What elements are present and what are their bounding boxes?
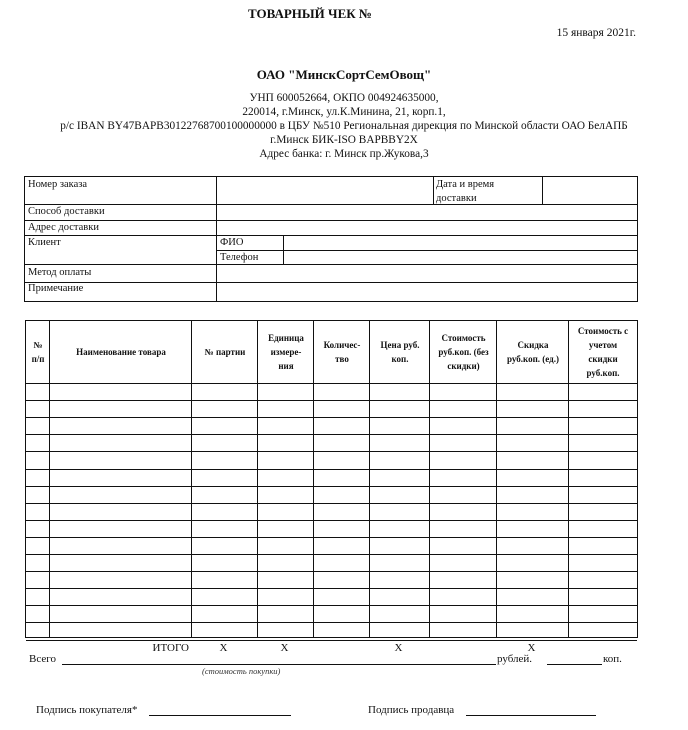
- note-field[interactable]: [220, 283, 635, 300]
- kopecks-line[interactable]: [547, 664, 602, 665]
- row-divider: [25, 264, 637, 265]
- payment-method-label: Метод оплаты: [28, 267, 92, 278]
- seller-signature-label: Подпись продавца: [368, 704, 455, 716]
- organization-name: ОАО "МинскСортСемОвощ": [256, 67, 432, 82]
- column-header-line: руб.коп.: [586, 368, 620, 378]
- client-phone-field[interactable]: [287, 251, 635, 264]
- total-discount: X: [527, 641, 536, 654]
- column-header-line: Наименование товара: [76, 347, 166, 357]
- table-row[interactable]: [26, 572, 637, 588]
- table-row[interactable]: [26, 521, 637, 537]
- column-header-line: Стоимость: [441, 333, 486, 343]
- column-header-line: тво: [335, 354, 349, 364]
- delivery-datetime-label: [436, 178, 494, 206]
- client-name-label: ФИО: [220, 237, 244, 248]
- delivery-address-field[interactable]: [220, 221, 635, 235]
- receipt-date: 15 января 2021г.: [556, 27, 636, 39]
- client-phone-label: Телефон: [220, 252, 259, 263]
- table-row[interactable]: [26, 606, 637, 622]
- col-divider: [542, 177, 543, 204]
- total-unit: X: [280, 641, 289, 654]
- total-amount-line[interactable]: [62, 664, 496, 665]
- delivery-datetime-field[interactable]: [545, 178, 635, 203]
- delivery-method-label: Способ доставки: [28, 206, 105, 217]
- column-header-cost-disc: [569, 321, 637, 383]
- table-row[interactable]: [26, 589, 637, 605]
- delivery-address-label: Адрес доставки: [28, 222, 99, 233]
- detail-line: Адрес банка: г. Минск пр.Жукова,3: [259, 148, 429, 160]
- order-number-field[interactable]: [220, 178, 430, 203]
- organization-details: [0, 91, 688, 161]
- column-header-line: ния: [278, 361, 294, 371]
- total-label: ИТОГО: [152, 641, 189, 654]
- detail-line: г.Минск БИК-ISO BAPBBY2X: [270, 134, 418, 146]
- column-header-line: скидки): [447, 361, 480, 371]
- items-table: [25, 320, 638, 654]
- column-header-line: Скидка: [517, 340, 549, 350]
- table-row[interactable]: [26, 504, 637, 520]
- column-header-name: [50, 321, 192, 383]
- column-header-line: коп.: [391, 354, 409, 364]
- table-row[interactable]: [26, 435, 637, 451]
- column-header-line: Стоимость с: [577, 326, 629, 336]
- table-row[interactable]: [26, 623, 637, 639]
- table-row[interactable]: [26, 452, 637, 468]
- col-divider: [283, 235, 284, 264]
- table-row[interactable]: [26, 384, 637, 400]
- column-header-line: №: [33, 340, 43, 350]
- row-divider: [26, 640, 637, 641]
- column-header-line: руб.коп. (без: [438, 347, 489, 357]
- column-header-line: скидки: [588, 354, 618, 364]
- table-row[interactable]: [26, 555, 637, 571]
- table-row[interactable]: [26, 538, 637, 554]
- column-header-qty: [314, 321, 370, 383]
- buyer-signature-label: Подпись покупателя*: [36, 704, 138, 716]
- buyer-signature-line[interactable]: [149, 715, 291, 716]
- column-header-batch: [192, 321, 258, 383]
- receipt-title: ТОВАРНЫЙ ЧЕК №: [248, 6, 372, 21]
- column-header-line: Единица: [268, 333, 304, 343]
- payment-method-field[interactable]: [220, 266, 635, 281]
- table-row[interactable]: [26, 418, 637, 434]
- detail-line: УНП 600052664, ОКПО 004924635000,: [249, 92, 439, 104]
- total-hint: (стоимость покупки): [202, 666, 281, 676]
- rubles-label: рублей.: [497, 653, 533, 665]
- delivery-method-field[interactable]: [220, 205, 635, 219]
- table-row[interactable]: [26, 470, 637, 486]
- column-header-line: Количес-: [323, 340, 361, 350]
- column-header-line: Цена руб.: [380, 340, 420, 350]
- column-header-discount: [497, 321, 569, 383]
- total-price: X: [394, 641, 403, 654]
- table-row[interactable]: [26, 487, 637, 503]
- total-batch: X: [219, 641, 228, 654]
- order-number-label: Номер заказа: [28, 179, 88, 190]
- note-label: Примечание: [28, 283, 84, 294]
- column-header-unit: [258, 321, 314, 383]
- col-divider: [216, 177, 217, 301]
- column-header-num: [26, 321, 50, 383]
- column-header-price: [370, 321, 430, 383]
- table-row[interactable]: [26, 401, 637, 417]
- column-header-line: № партии: [204, 347, 246, 357]
- total-label: Всего: [29, 653, 56, 665]
- kopecks-label: коп.: [603, 653, 622, 665]
- column-header-line: п/п: [31, 354, 45, 364]
- column-header-line: руб.коп. (ед.): [507, 354, 559, 364]
- detail-line: 220014, г.Минск, ул.К.Минина, 21, корп.1,: [242, 106, 446, 118]
- column-header-cost: [430, 321, 497, 383]
- client-name-field[interactable]: [287, 236, 635, 249]
- order-info-table: [24, 176, 638, 302]
- delivery-datetime-label-line: Дата и время: [436, 179, 495, 190]
- delivery-datetime-label-line: доставки: [436, 193, 477, 204]
- col-divider: [433, 177, 434, 204]
- client-label: Клиент: [28, 237, 61, 248]
- column-header-line: измере-: [270, 347, 302, 357]
- seller-signature-line[interactable]: [466, 715, 596, 716]
- detail-line: р/с IBAN BY47BAPB30122768700100000000 в ЦБУ №510 Региональная дирекция по Минской области ОАО БелАПБ: [60, 120, 628, 132]
- column-header-line: учетом: [588, 340, 618, 350]
